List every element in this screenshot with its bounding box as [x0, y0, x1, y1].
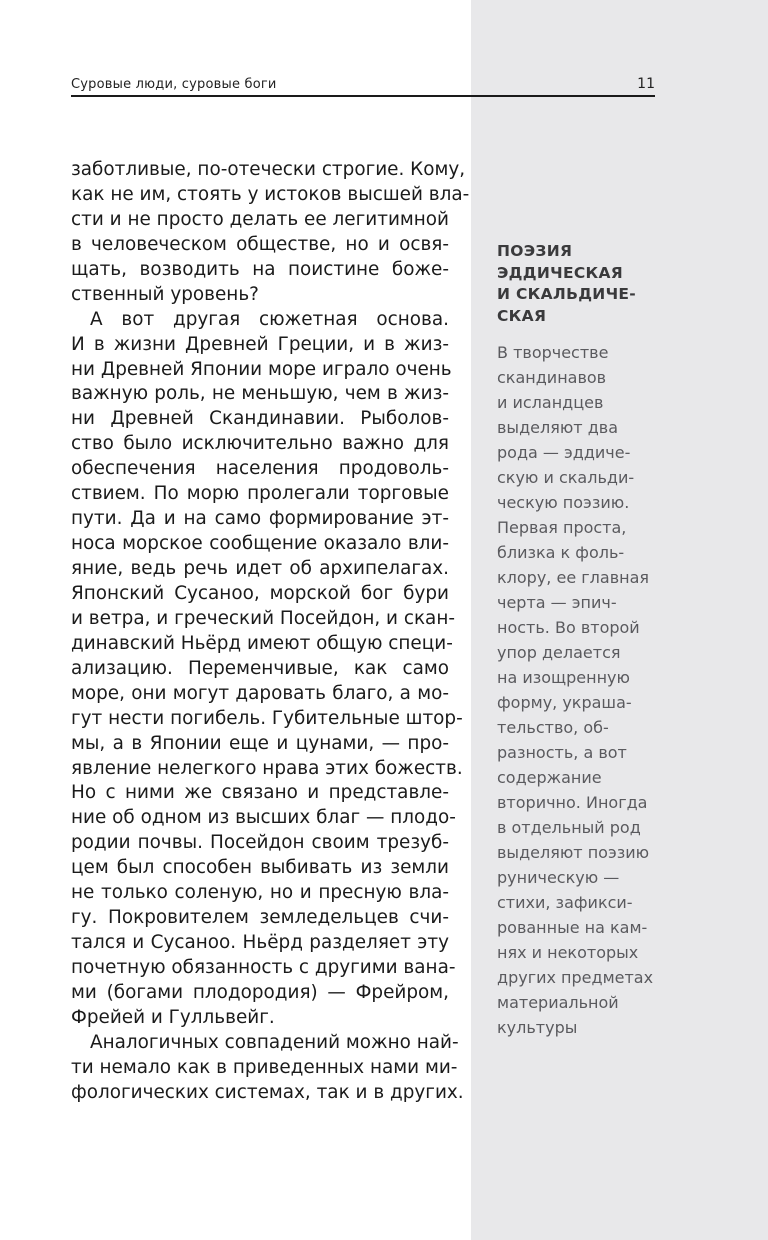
sidebar-line: форму, украша- [497, 693, 632, 712]
sidebar-line: разность, а вот [497, 743, 627, 762]
page-number: 11 [637, 76, 655, 92]
text-line: ни Древней Японии море играло очень [71, 358, 452, 380]
sidebar-line: стихи, зафикси- [497, 893, 633, 912]
sidebar-line: нях и некоторых [497, 943, 639, 962]
text-line: Японский Сусаноо, морской бог бури [71, 582, 449, 604]
text-line: ствием. По морю пролегали торговые [71, 483, 449, 505]
sidebar-line: черта — эпич- [497, 593, 617, 612]
text-line: сти и не просто делать ее легитимной [71, 208, 449, 230]
sidebar-heading-line: ЭДДИЧЕСКАЯ [497, 263, 624, 282]
sidebar-heading-line: И СКАЛЬДИЧЕ- [497, 285, 637, 303]
text-line: гу. Покровителем земледельцев счи- [71, 907, 449, 929]
sidebar-line: рода — эддиче- [497, 443, 631, 462]
text-line: гут нести погибель. Губительные штор- [71, 707, 463, 729]
sidebar-line: ческую поэзию. [497, 493, 630, 512]
sidebar-line: клору, ее главная [497, 568, 650, 587]
text-line: Но с ними же связано и представле- [71, 782, 449, 804]
text-line: не только соленую, но и пресную вла- [71, 882, 449, 904]
sidebar-line: ность. Во второй [497, 618, 640, 637]
text-line: Фрейей и Гулльвейг. [71, 1006, 275, 1028]
sidebar-body [497, 340, 667, 1040]
sidebar-line: скую и скальди- [497, 468, 635, 487]
text-line: носа морское сообщение оказало вли- [71, 533, 449, 555]
sidebar-line: рованные на кам- [497, 918, 648, 937]
text-line: важную роль, не меньшую, чем в жиз- [71, 383, 449, 405]
sidebar-line: в отдельный род [497, 818, 641, 837]
sidebar-line: других предметах [497, 968, 654, 987]
text-line: как не им, стоять у истоков высшей вла- [71, 183, 470, 205]
text-line: тался и Сусаноо. Ньёрд разделяет эту [71, 932, 449, 954]
text-line: щать, возводить на поистине боже- [71, 258, 449, 280]
running-title: Суровые люди, суровые боги [71, 77, 277, 92]
text-line: фологических системах, так и в других. [71, 1081, 464, 1103]
main-text [71, 158, 470, 1106]
text-line: ство было исключительно важно для [71, 433, 449, 455]
sidebar-heading-line: ПОЭЗИЯ [497, 242, 573, 260]
sidebar-line: культуры [497, 1018, 578, 1037]
running-header [71, 75, 655, 97]
sidebar-line: и исландцев [497, 393, 604, 412]
text-line: динавский Ньёрд имеют общую специ- [71, 632, 453, 654]
sidebar-line: выделяют поэзию [497, 843, 650, 862]
sidebar-line: скандинавов [497, 368, 607, 387]
text-line: И в жизни Древней Греции, и в жиз- [71, 333, 449, 355]
sidebar-line: вторично. Иногда [497, 793, 648, 812]
text-line: почетную обязанность с другими вана- [71, 957, 456, 978]
sidebar-line: на изощренную [497, 668, 630, 687]
text-line: море, они могут даровать благо, а мо- [71, 682, 449, 704]
text-line: Аналогичных совпадений можно най- [90, 1031, 459, 1053]
sidebar-line: Первая проста, [497, 518, 627, 537]
text-line: яние, ведь речь идет об архипелагах. [71, 558, 449, 579]
text-line: в человеческом обществе, но и освя- [71, 233, 449, 255]
sidebar-line: содержание [497, 768, 602, 787]
text-line: цем был способен выбивать из земли [71, 857, 449, 879]
sidebar-line: материальной [497, 993, 619, 1012]
text-line: ние об одном из высших благ — плодо- [71, 807, 456, 829]
text-line: ственный уровень? [71, 283, 259, 305]
sidebar-line: руническую — [497, 868, 620, 887]
text-line: ализацию. Переменчивые, как само [71, 657, 449, 679]
text-line: ми (богами плодородия) — Фрейром, [71, 981, 449, 1003]
text-line: родии почвы. Посейдон своим трезуб- [71, 832, 449, 854]
sidebar-line: упор делается [497, 643, 621, 662]
sidebar-heading [497, 241, 667, 327]
text-line: пути. Да и на само формирование эт- [71, 508, 449, 530]
text-line: обеспечения населения продоволь- [71, 458, 449, 480]
sidebar-line: близка к фоль- [497, 543, 625, 562]
text-line: явление нелегкого нрава этих божеств. [71, 757, 463, 779]
text-line: мы, а в Японии еще и цунами, — про- [71, 732, 449, 754]
sidebar-line: тельство, об- [497, 718, 609, 737]
text-line: ни Древней Скандинавии. Рыболов- [71, 408, 449, 430]
sidebar-line: выделяют два [497, 418, 618, 437]
text-line: ти немало как в приведенных нами ми- [71, 1056, 458, 1078]
text-line: заботливые, по-отечески строгие. Кому, [71, 159, 466, 180]
sidebar-heading-line: СКАЯ [497, 306, 547, 325]
sidebar-line: В творчестве [497, 343, 609, 362]
text-line: и ветра, и греческий Посейдон, и скан- [71, 607, 455, 629]
text-line: А вот другая сюжетная основа. [90, 308, 449, 330]
